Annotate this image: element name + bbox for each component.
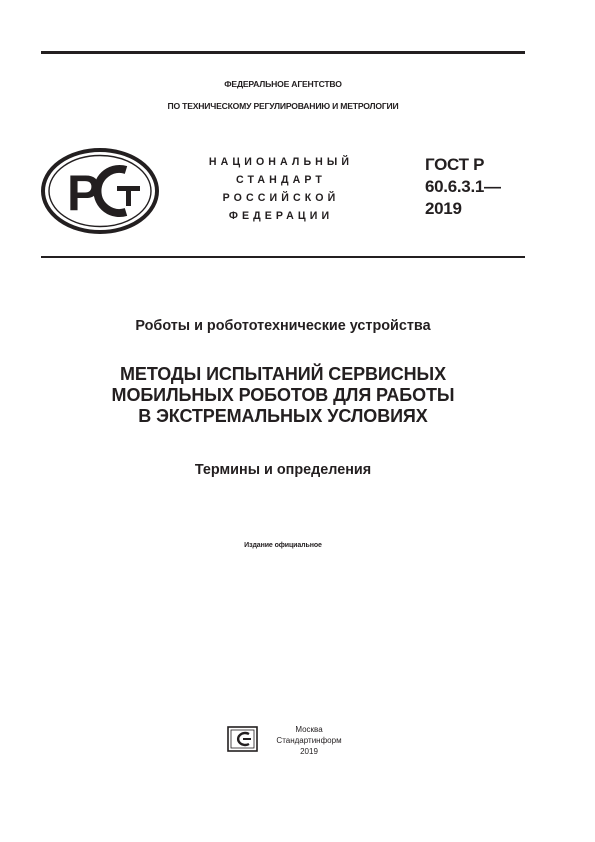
- standard-type-block: [186, 153, 376, 225]
- publisher-year: 2019: [300, 747, 318, 756]
- agency-name-line-2: ПО ТЕХНИЧЕСКОМУ РЕГУЛИРОВАНИЮ И МЕТРОЛОГИИ: [167, 101, 399, 111]
- designation-number: 60.6.3.1—: [425, 177, 501, 196]
- rst-certification-mark-icon: [40, 146, 160, 236]
- standard-type-line-1: НАЦИОНАЛЬНЫЙ: [208, 156, 354, 168]
- publisher-city: Москва: [295, 725, 323, 734]
- document-title: [41, 364, 525, 427]
- standard-type-line-4: ФЕДЕРАЦИИ: [228, 210, 334, 222]
- designation-year: 2019: [425, 199, 462, 218]
- title-line-3: В ЭКСТРЕМАЛЬНЫХ УСЛОВИЯХ: [138, 406, 428, 426]
- agency-name-line-1: ФЕДЕРАЛЬНОЕ АГЕНТСТВО: [224, 79, 342, 89]
- standard-type-line-2: СТАНДАРТ: [236, 174, 326, 186]
- svg-text:Р: Р: [67, 165, 101, 221]
- edition-note: Издание официальное: [244, 542, 322, 549]
- title-line-1: МЕТОДЫ ИСПЫТАНИЙ СЕРВИСНЫХ: [120, 364, 446, 384]
- title-line-2: МОБИЛЬНЫХ РОБОТОВ ДЛЯ РАБОТЫ: [111, 385, 455, 405]
- standard-type-line-3: РОССИЙСКОЙ: [222, 192, 340, 204]
- standartinform-logo-icon: [227, 726, 258, 752]
- top-rule: [41, 51, 525, 54]
- publisher-block: [266, 724, 352, 757]
- designation-prefix: ГОСТ Р: [425, 155, 485, 174]
- document-series: Роботы и робототехнические устройства: [135, 318, 431, 334]
- publisher-name: Стандартинформ: [276, 736, 342, 745]
- middle-rule: [41, 256, 525, 258]
- standard-designation: [425, 154, 501, 220]
- document-subtitle: Термины и определения: [194, 462, 372, 478]
